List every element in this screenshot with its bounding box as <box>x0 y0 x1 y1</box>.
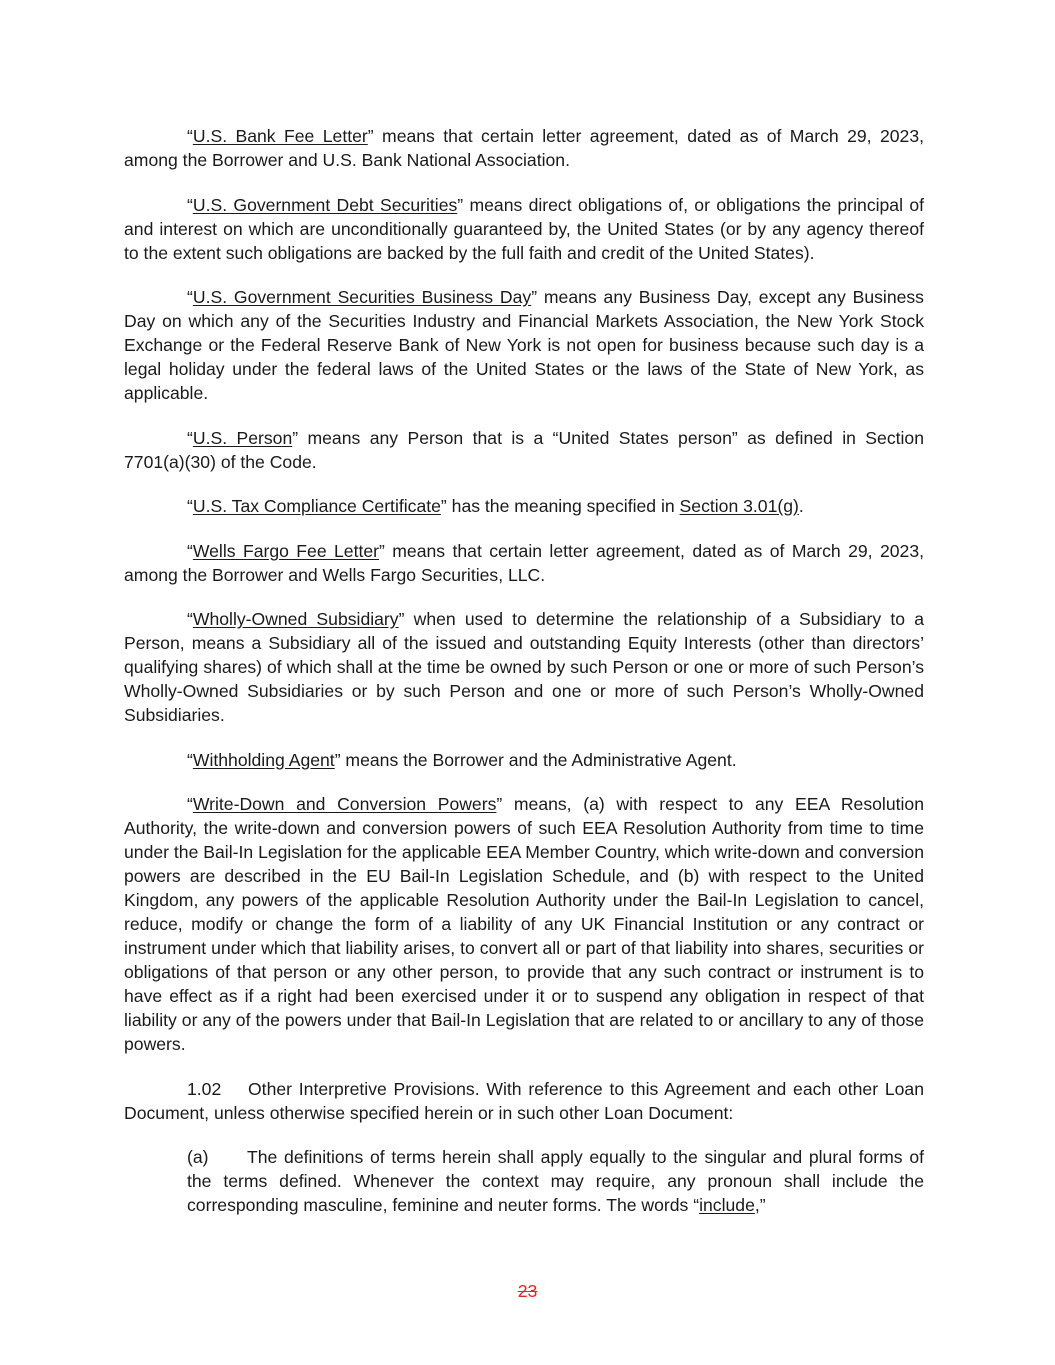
definition-withholding-agent: “Withholding Agent” means the Borrower and the Administrative Agent. <box>187 749 737 770</box>
definition-write-down-and-conversion-powers: “Write-Down and Conversion Powers” means, (a) with respect to any EEA Resolution Authority, the write-down and conversion powers of such EEA Resolution Authority from time to time under the Bail-In Legislation for the applicable EEA Member Country, which write-down and conversion powers are described in the EU Bail-In Legislation Schedule, and (b) with respect to the United Kingdom, any powers of the applicable Resolution Authority under the Bail-In Legislation to cancel, reduce, modify or change the form of a liability of any UK Financial Institution or any contract or instrument under which that liability arises, to convert all or part of that liability into shares, securities or obligations of that person or any other person, to provide that any such contract or instrument is to have effect as if a right had been exercised under it or to suspend any obligation in respect of that liability or any of the powers under that Bail-In Legislation that are related to or ancillary to any of those powers. <box>124 794 924 1054</box>
document-page <box>124 124 924 1217</box>
subsection-term: include <box>699 1195 755 1215</box>
defined-term: U.S. Bank Fee Letter <box>192 126 368 146</box>
subsection-text: The definitions of terms herein shall apply equally to the singular and plural forms of the terms defined. Whenever the context may require, any pronoun shall include the corresponding masculine, feminine and neuter forms. The words “ <box>187 1147 924 1215</box>
defined-term: U.S. Government Securities Business Day <box>192 287 532 307</box>
definition-us-government-securities-business-day: “U.S. Government Securities Business Day” means any Business Day, except any Business Day on which any of the Securities Industry and Financial Markets Association, the New York Stock Exchange or the Federal Reserve Bank of New York is not open for business because such day is a legal holiday under the federal laws of the United States or the laws of the State of New York, as applicable. <box>124 287 924 403</box>
definition-text: means any Person that is a “United States person” as defined in Section 7701(a)(30) of the Code. <box>124 427 924 472</box>
definition-text: means that certain letter agreement, dated as of March 29, 2023, among the Borrower and Wells Fargo Securities, LLC. <box>124 540 924 585</box>
defined-term: Write-Down and Conversion Powers <box>192 794 497 814</box>
definition-us-bank-fee-letter: “U.S. Bank Fee Letter” means that certain letter agreement, dated as of March 29, 2023, among the Borrower and U.S. Bank National Association. <box>124 126 924 170</box>
section-reference-link[interactable]: Section 3.01(g) <box>679 496 799 516</box>
defined-term: U.S. Person <box>192 427 293 448</box>
definition-text: when used to determine the relationship of a Subsidiary to a Person, means a Subsidiary all of the issued and outstanding Equity Interests (other than directors’ qualifying shares) of which shall at the time be owned by such Person or one or more of such Person’s Wholly-Owned Subsidiaries or by such Person and one or more of such Person’s Wholly-Owned Subsidiaries. <box>124 609 924 725</box>
subsection-label: (a) <box>187 1147 209 1167</box>
defined-term: U.S. Government Debt Securities <box>192 194 458 215</box>
definition-us-government-debt-securities: “U.S. Government Debt Securities” means direct obligations of, or obligations the principal of and interest on which are unconditionally guaranteed by, the United States (or by any agency thereof to the extent such obligations are backed by the full faith and credit of the United States). <box>124 194 924 263</box>
defined-term: Wholly-Owned Subsidiary <box>192 609 399 629</box>
definition-text: means any Business Day, except any Business Day on which any of the Securities Industry and Financial Markets Association, the New York Stock Exchange or the Federal Reserve Bank of New York is not open for business because such day is a legal holiday under the federal laws of the United States or the laws of the State of New York, as applicable. <box>124 287 924 403</box>
definition-us-tax-compliance-certificate: “U.S. Tax Compliance Certificate” has the meaning specified in Section 3.01(g). <box>187 496 804 516</box>
definition-text: has the meaning specified in <box>446 496 680 516</box>
section-number: 1.02 <box>187 1078 222 1099</box>
defined-term: Wells Fargo Fee Letter <box>192 540 380 561</box>
definition-text: means the Borrower and the Administrative Agent. <box>340 749 737 770</box>
definition-text: means direct obligations of, or obligations the principal of and interest on which are unconditionally guaranteed by, the United States (or by any agency thereof to the extent such obligations are backed by the full faith and credit of the United States). <box>124 194 924 263</box>
subsection-text-end: ,” <box>754 1195 766 1215</box>
definition-wholly-owned-subsidiary: “Wholly-Owned Subsidiary” when used to determine the relationship of a Subsidiary to a Person, means a Subsidiary all of the issued and outstanding Equity Interests (other than directors’ qualifying shares) of which shall at the time be owned by such Person or one or more of such Person’s Wholly-Owned Subsidiaries or by such Person and one or more of such Person’s Wholly-Owned Subsidiaries. <box>124 609 924 725</box>
section-heading: Other Interpretive Provisions. <box>248 1078 480 1099</box>
definition-text: means, (a) with respect to any EEA Resolution Authority, the write-down and conversion powers of such EEA Resolution Authority from time to time under the Bail-In Legislation for the applicable EEA Member Country, which write-down and conversion powers are described in the EU Bail-In Legislation Schedule, and (b) with respect to the United Kingdom, any powers of the applicable Resolution Authority under the Bail-In Legislation to cancel, reduce, modify or change the form of a liability of any UK Financial Institution or any contract or instrument under which that liability arises, to convert all or part of that liability into shares, securities or obligations of that person or any other person, to provide that any such contract or instrument is to have effect as if a right had been exercised under it or to suspend any obligation in respect of that liability or any of the powers under that Bail-In Legislation that are related to or ancillary to any of those powers. <box>124 794 924 1054</box>
subsection-a <box>124 1145 924 1217</box>
defined-term: Withholding Agent <box>192 749 335 770</box>
defined-term: U.S. Tax Compliance Certificate <box>192 496 441 516</box>
definition-us-person: “U.S. Person” means any Person that is a “United States person” as defined in Section 7701(a)(30) of the Code. <box>124 427 924 472</box>
definition-wells-fargo-fee-letter: “Wells Fargo Fee Letter” means that certain letter agreement, dated as of March 29, 2023, among the Borrower and Wells Fargo Securities, LLC. <box>124 540 924 585</box>
page-number: 23 <box>517 1281 538 1301</box>
definition-text-end: . <box>798 496 804 516</box>
section-text: With reference to this Agreement and each other Loan Document, unless otherwise specified herein or in such other Loan Document: <box>124 1078 924 1123</box>
definition-text: means that certain letter agreement, dated as of March 29, 2023, among the Borrower and U.S. Bank National Association. <box>124 126 924 170</box>
section-1-02 <box>124 1077 924 1125</box>
